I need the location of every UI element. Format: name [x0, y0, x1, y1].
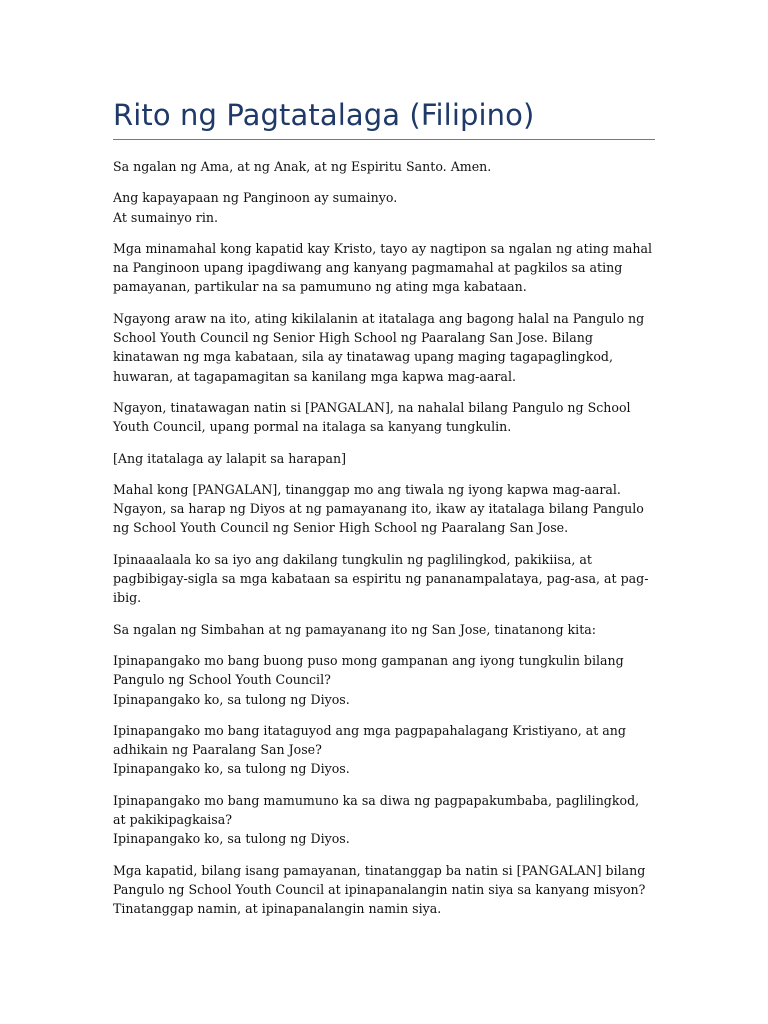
response-text: Ipinapangako ko, sa tulong ng Diyos.: [113, 691, 350, 707]
paragraph-text: [Ang itatalaga ay lalapit sa harapan]: [113, 450, 347, 466]
title-divider: [113, 139, 655, 140]
paragraph: [113, 449, 655, 468]
paragraph: [113, 480, 655, 538]
paragraph: [113, 550, 655, 608]
paragraph-text: Sa ngalan ng Simbahan at ng pamayanang ito ng San Jose, tinatanong kita:: [113, 621, 597, 637]
document-body: [113, 157, 655, 919]
document-title: Rito ng Pagtatalaga (Filipino): [113, 98, 535, 132]
paragraph: [113, 157, 655, 176]
paragraph: [113, 309, 655, 386]
paragraph-text: Mahal kong [PANGALAN], tinanggap mo ang tiwala ng iyong kapwa mag-aaral. Ngayon, sa harap ng Diyos at ng pamayanang ito, ikaw ay itatalaga bilang Pangulo ng School Youth Council ng Senior High School ng Paaralang San Jose.: [113, 481, 644, 536]
paragraph: [113, 188, 655, 227]
paragraph-text: Ipinapangako mo bang mamumuno ka sa diwa ng pagpapakumbaba, paglilingkod, at pakikipagkaisa?: [113, 792, 640, 828]
paragraph: [113, 721, 655, 779]
paragraph-text: Ipinapangako mo bang buong puso mong gampanan ang iyong tungkulin bilang Pangulo ng School Youth Council?: [113, 652, 624, 688]
paragraph: [113, 651, 655, 709]
response-text: Ipinapangako ko, sa tulong ng Diyos.: [113, 831, 350, 847]
paragraph: [113, 239, 655, 297]
paragraph-text: Mga minamahal kong kapatid kay Kristo, tayo ay nagtipon sa ngalan ng ating mahal na Panginoon upang ipagdiwang ang kanyang pagmamahal at pagkilos sa ating pamayanan, partikular na sa pamumuno ng ating mga kabataan.: [113, 240, 653, 295]
response-text: At sumainyo rin.: [113, 209, 218, 225]
paragraph-text: Ipinaaalaala ko sa iyo ang dakilang tungkulin ng paglilingkod, pakikiisa, at pagbibigay-sigla sa mga kabataan sa espiritu ng pananampalataya, pag-asa, at pag-ibig.: [113, 551, 649, 606]
paragraph: [113, 791, 655, 849]
paragraph: [113, 398, 655, 437]
paragraph: [113, 861, 655, 919]
response-text: Tinatanggap namin, at ipinapanalangin namin siya.: [113, 901, 442, 917]
response-text: Ipinapangako ko, sa tulong ng Diyos.: [113, 761, 350, 777]
paragraph-text: Sa ngalan ng Ama, at ng Anak, at ng Espiritu Santo. Amen.: [113, 159, 492, 174]
paragraph-text: Mga kapatid, bilang isang pamayanan, tinatanggap ba natin si [PANGALAN] bilang Pangulo ng School Youth Council at ipinapanalangin natin siya sa kanyang misyon?: [113, 862, 646, 897]
paragraph: [113, 620, 655, 639]
paragraph-text: Ipinapangako mo bang itataguyod ang mga pagpapahalagang Kristiyano, at ang adhikain ng Paaralang San Jose?: [113, 722, 626, 758]
paragraph-text: Ngayong araw na ito, ating kikilalanin at itatalaga ang bagong halal na Pangulo ng School Youth Council ng Senior High School ng Paaralang San Jose. Bilang kinatawan ng mga kabataan, sila ay tinatawag upang maging tagapaglingkod, huwaran, at tagapamagitan sa kanilang mga kapwa mag-aaral.: [113, 310, 645, 384]
paragraph-text: Ngayon, tinatawagan natin si [PANGALAN], na nahalal bilang Pangulo ng School Youth Council, upang pormal na italaga sa kanyang tungkulin.: [113, 399, 631, 435]
document-page: [113, 0, 655, 931]
paragraph-text: Ang kapayapaan ng Panginoon ay sumainyo.: [113, 190, 398, 206]
